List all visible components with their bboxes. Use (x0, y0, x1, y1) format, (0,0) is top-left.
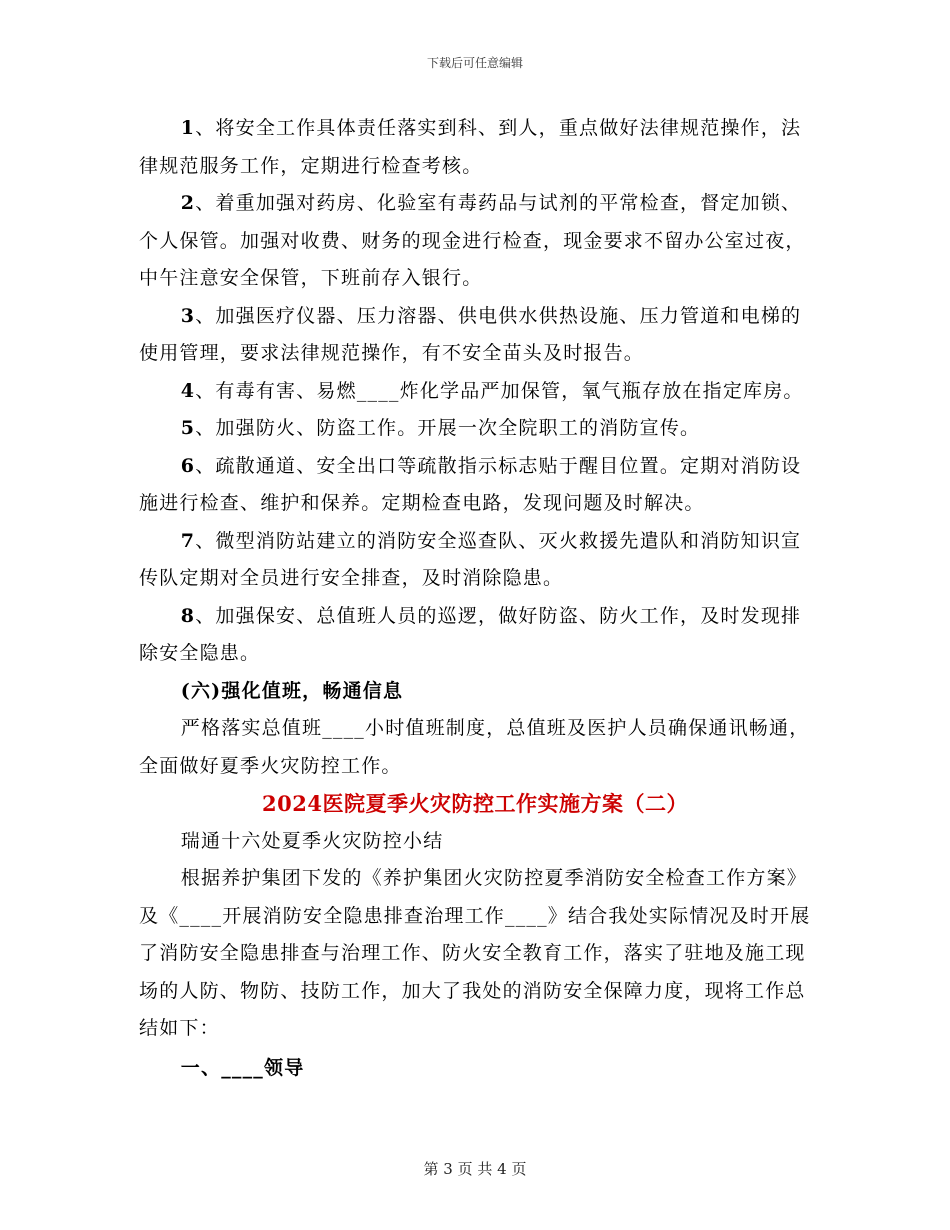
list-item (139, 448, 811, 523)
list-item (139, 410, 811, 448)
item-number: 6 (180, 454, 196, 477)
item-text: 、加强医疗仪器、压力溶器、供电供水供热设施、压力管道和电梯的使用管理，要求法律规范操作，有不安全苗头及时报告。 (139, 304, 802, 364)
section-title: 2024医院夏季火灾防控工作实施方案（二） (262, 791, 688, 816)
page-footer: 第 3 页 共 4 页 (423, 1160, 527, 1178)
document-body (139, 110, 811, 1087)
item-number: 4 (180, 379, 196, 402)
item-text: 、着重加强对药房、化验室有毒药品与试剂的平常检查，督定加锁、个人保管。加强对收费、财务的现金进行检查，现金要求不留办公室过夜，中午注意安全保管，下班前存入银行。 (139, 192, 806, 289)
item-text: 、疏散通道、安全出口等疏散指示标志贴于醒目位置。定期对消防设施进行检查、维护和保养。定期检查电路，发现问题及时解决。 (139, 454, 802, 514)
item-text: 、加强保安、总值班人员的巡逻，做好防盗、防火工作，及时发现排除安全隐患。 (139, 604, 802, 664)
item-text: 、加强防火、防盗工作。开展一次全院职工的消防宣传。 (195, 417, 701, 439)
item-text: 、将安全工作具体责任落实到科、到人，重点做好法律规范操作，法律规范服务工作，定期进行检查考核。 (139, 117, 802, 177)
list-item (139, 298, 811, 373)
item-number: 5 (180, 417, 196, 439)
list-item (139, 373, 811, 411)
item-number: 3 (180, 304, 196, 327)
item-text: 、微型消防站建立的消防安全巡查队、灭火救援先遣队和消防知识宣传队定期对全员进行安全排查，及时消除隐患。 (139, 529, 802, 589)
item-number: 8 (180, 604, 196, 627)
list-item (139, 185, 811, 298)
list-item (139, 110, 811, 185)
section-heading: 一、____领导 (180, 1056, 305, 1079)
item-text: 、有毒有害、易燃____炸化学品严加保管，氧气瓶存放在指定库房。 (195, 379, 804, 402)
sub-heading: (六)强化值班，畅通信息 (180, 679, 404, 702)
duty-paragraph: 严格落实总值班____小时值班制度，总值班及医护人员确保通讯畅通，全面做好夏季火灾防控工作。 (139, 717, 810, 777)
page-header: 下载后可任意编辑 (426, 56, 523, 70)
list-item (139, 523, 811, 598)
intro-paragraph: 根据养护集团下发的《养护集团火灾防控夏季消防安全检查工作方案》及《____开展消防安全隐患排查治理工作____》结合我处实际情况及时开展了消防安全隐患排查与治理工作、防火安全教育工作，落实了驻地及施工现场的人防、物防、技防工作，加大了我处的消防安全保障力度，现将工作总结如下： (139, 867, 811, 1039)
item-number: 7 (180, 529, 196, 552)
list-item (139, 598, 811, 673)
item-number: 1 (180, 117, 196, 139)
subtitle-line: 瑞通十六处夏季火灾防控小结 (180, 829, 444, 852)
item-number: 2 (180, 192, 196, 214)
